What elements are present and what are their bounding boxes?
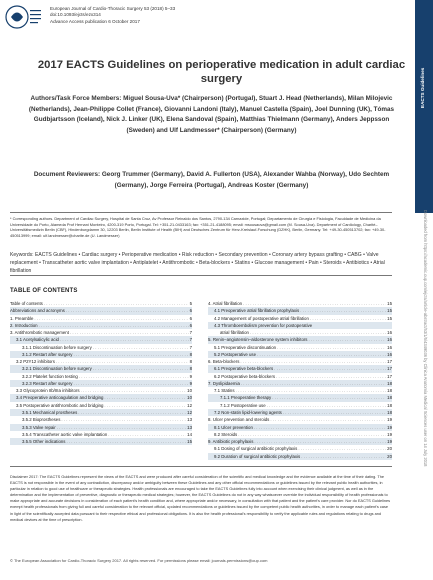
toc-entry[interactable] [10, 300, 192, 307]
toc-entry-page: 5 [189, 301, 192, 306]
toc-entry-label: 9. Antibiotic prophylaxis [208, 439, 254, 445]
divider [10, 212, 392, 213]
toc-entry[interactable] [208, 409, 392, 416]
toc-left-column [10, 300, 192, 445]
toc-entry-page: 12 [187, 402, 192, 408]
toc-entry-label: 5.2 Postoperative use [214, 351, 257, 357]
toc-entry-page: 8 [189, 366, 192, 372]
toc-entry-label: 5.1 Preoperative discontinuation [214, 344, 277, 350]
toc-entry[interactable] [208, 329, 392, 336]
correspondence-note: * Corresponding authors. Department of Cardiac Surgery, Hospital de Santa Cruz, Av Professor Reinaldo dos Santos, 2790-134 Carnaxide, Portugal; Departamento de Cirurgia e Fisiologia, Faculdade de Medicina da Universidade do Porto, Alameda Prof Hernani Monteiro, 4200-319 Porto, Portugal. Tel: +351-21-0433163; fax: +351-21-4188095; email: msousauva@gmail.com (M. Sousa-Uva). Department of Cardiology, Charité–Universitätsmedizin Berlin (CBF), Hindenburgdamm 30, 12203 Berlin, Berlin Institute of Health (BIH) and Deutsches Zentrum für Herz-Kreislauf-Forschung (DZHK), Berlin, Germany. Tel: +49-30-450513702; fax: +49-30-450513999; email: ulf.landmesser@charite.de (U. Landmesser) [10, 216, 386, 239]
section-tab-label: EACTS Guidelines [420, 67, 425, 108]
toc-entry[interactable] [10, 424, 192, 431]
section-tab [415, 0, 433, 213]
disclaimer: Disclaimer 2017: The EACTS Guidelines represent the views of the EACTS and were produced after careful consideration of the scientific and medical knowledge and the evidence available at the time of their dating. The EACTS is not responsible in the event of any contradiction, discrepancy and/or ambiguity between these Guidelines and any other official recommendations or guidelines issued by the relevant public health authorities, in particular in relation to good use of healthcare or therapeutic strategies. Health professionals are encouraged to take the EACTS Guidelines fully into account when exercising their clinical judgment, as well as in the determination and the implementation of preventive, diagnostic or therapeutic medical strategies; however, the EACTS Guidelines do not in any way whatsoever override the individual responsibility of health professionals to make appropriate and accurate decisions in consideration of each patient's health condition and, where appropriate and/or necessary, in consultation with that patient and the patient's care provider. Nor do EACTS Guidelines exempt health professionals from giving full and careful consideration to the relevant official, updated recommendations or guidelines issued by the competent public health authorities, in order to manage each patient's case in light of the scientifically accepted data pursuant to their respective ethical and professional obligations. It is also the health professional's responsibility to verify the applicable rules and regulations relating to drugs and medical devices at the time of prescription. [10, 475, 391, 522]
toc-dot-leader [274, 365, 386, 372]
toc-entry[interactable] [208, 438, 392, 445]
toc-entry[interactable] [208, 336, 392, 343]
toc-dot-leader [66, 307, 189, 314]
toc-entry-label: 3.5.3 Valve repair [22, 424, 56, 430]
toc-entry-page: 16 [387, 344, 392, 350]
toc-dot-leader [73, 351, 188, 358]
page-title: 2017 EACTS Guidelines on perioperative medication in adult cardiac surgery [37, 59, 406, 85]
toc-dot-leader [66, 438, 186, 445]
download-note-text[interactable]: Downloaded from https://academic.oup.com/ejcts/article-abstract/53/1/5/4349036 by Clinica Anatomía Medical Sciences user on 14 July 2018 [423, 210, 428, 467]
toc-entry-page: 18 [387, 395, 392, 401]
toc-dot-leader [241, 380, 386, 387]
toc-entry[interactable] [208, 344, 392, 351]
toc-entry[interactable] [208, 445, 392, 452]
journal-advance-access: Advance Access publication 6 October 2017 [50, 18, 140, 24]
toc-entry-label: 7.1.2 Postoperative use [220, 402, 266, 408]
toc-dot-leader [93, 365, 189, 372]
toc-entry-label: 6.1 Preoperative beta-blockers [214, 366, 274, 372]
toc-entry-label: 4.2 Management of postoperative atrial fibrillation [214, 315, 309, 321]
toc-entry[interactable] [10, 329, 192, 336]
toc-dot-leader [44, 300, 189, 307]
toc-entry[interactable] [208, 300, 392, 307]
toc-entry-label: 4.1 Preoperative atrial fibrillation prophylaxis [214, 308, 300, 314]
toc-entry-label: 8.2 Steroids [214, 431, 238, 437]
toc-entry[interactable] [10, 351, 192, 358]
toc-entry-label: 3.5 Postoperative antithrombotic and bridging [16, 402, 104, 408]
toc-entry[interactable] [10, 373, 192, 380]
toc-entry[interactable] [10, 409, 192, 416]
toc-entry[interactable] [208, 453, 392, 460]
toc-entry-label: 6.2 Postoperative beta-blockers [214, 373, 276, 379]
toc-entry[interactable] [10, 402, 192, 409]
toc-entry[interactable] [10, 336, 192, 343]
toc-entry[interactable] [10, 365, 192, 372]
toc-entry-label: 4.3 Thromboembolism prevention for postoperative [214, 322, 313, 328]
toc-entry-page: 15 [387, 301, 392, 306]
divider [10, 275, 392, 276]
toc-entry-label: 3.2 P2Y12 inhibitors [16, 359, 55, 365]
toc-entry[interactable] [10, 322, 192, 329]
toc-dot-leader [79, 373, 189, 380]
toc-dot-leader [236, 387, 387, 394]
toc-entry[interactable] [208, 387, 392, 394]
toc-dot-leader [60, 336, 189, 343]
toc-dot-leader [276, 373, 386, 380]
toc-dot-leader [104, 402, 186, 409]
toc-entry-page: 13 [187, 424, 192, 430]
toc-dot-leader [243, 300, 386, 307]
journal-info [50, 6, 175, 25]
toc-dot-leader [104, 394, 186, 401]
toc-dot-leader [39, 322, 189, 329]
toc-entry-page: 15 [187, 439, 192, 445]
toc-entry-label: 3.1.1 Discontinuation before surgery [22, 344, 92, 350]
toc-entry-page: 17 [387, 373, 392, 379]
toc-entry[interactable] [208, 402, 392, 409]
toc-entry[interactable] [208, 424, 392, 431]
toc-entry-label: 1. Preamble [10, 315, 34, 321]
toc-entry-label: 3.5.2 Bioprostheses [22, 417, 61, 423]
toc-entry-page: 19 [387, 417, 392, 423]
toc-entry[interactable] [208, 315, 392, 322]
toc-dot-leader [257, 351, 386, 358]
toc-entry[interactable] [10, 387, 192, 394]
toc-entry-page: 16 [387, 337, 392, 343]
toc-entry-page: 6 [189, 322, 192, 328]
toc-entry-page: 7 [189, 330, 192, 336]
toc-entry[interactable] [208, 373, 392, 380]
toc-entry-page: 20 [387, 446, 392, 452]
keywords: Keywords: EACTS Guidelines • Cardiac surgery • Perioperative medication • Risk reduction • Secondary prevention • Coronary artery bypass grafting • CABG • Valve replacement • Transcatheter aortic valve implantation • Antiplatelet • Antithrombotic • Beta-blockers • Statins • Glucose management • Pain • Steroids • Antibiotics • Atrial fibrillation [10, 252, 385, 275]
toc-dot-leader [272, 394, 386, 401]
toc-entry-page: 16 [387, 330, 392, 336]
divider [10, 466, 392, 467]
toc-entry-label: 3. Antithrombotic management [10, 330, 69, 336]
toc-entry-page: 17 [387, 359, 392, 365]
toc-entry[interactable] [208, 365, 392, 372]
toc-entry-page: 19 [387, 439, 392, 445]
toc-entry-label: 3.5.4 Transcatheter aortic valve implantation [22, 431, 108, 437]
toc-dot-leader [308, 336, 386, 343]
document-reviewers: Document Reviewers: Georg Trummer (Germany), David A. Fullerton (USA), Alexander Wahba (Norway), Udo Sechtem (Germany), Jorge Ferreira (Portugal), Andreas Koster (Germany) [33, 171, 390, 189]
toc-entry-page: 20 [387, 453, 392, 459]
toc-entry[interactable] [10, 431, 192, 438]
toc-entry-page: 8 [189, 351, 192, 357]
toc-entry-label: 3.3 Glycoprotein IIb/IIIa inhibitors [16, 388, 80, 394]
toc-entry-label: 3.1 Acetylsalicylic acid [16, 337, 59, 343]
toc-dot-leader [254, 438, 386, 445]
toc-dot-leader [57, 424, 186, 431]
toc-entry-label: 5. Renin–angiotensin–aldosterone system inhibitors [208, 337, 308, 343]
toc-dot-leader [277, 344, 386, 351]
toc-entry-page: 7 [189, 337, 192, 343]
copyright: © The European Association for Cardio-Thoracic Surgery 2017. All rights reserved. For permissions please email: journals.permissions@oup.com [10, 558, 268, 563]
toc-entry-page: 18 [387, 409, 392, 415]
toc-entry-label: 9.1 Dosing of surgical antibiotic prophylaxis [214, 446, 298, 452]
toc-heading: TABLE OF CONTENTS [10, 288, 78, 294]
toc-entry-label: 9.2 Duration of surgical antibiotic prophylaxis [214, 453, 301, 459]
toc-entry-label: atrial fibrillation [220, 330, 249, 336]
toc-dot-leader [108, 431, 186, 438]
toc-entry-label: 7.1 Statins [214, 388, 235, 394]
toc-entry-label: 8.1 Ulcer prevention [214, 424, 253, 430]
toc-entry[interactable] [208, 351, 392, 358]
toc-entry-page: 6 [189, 308, 192, 314]
toc-entry-page: 6 [189, 315, 192, 321]
toc-dot-leader [298, 445, 386, 452]
toc-entry[interactable] [10, 416, 192, 423]
toc-entry-page: 16 [387, 351, 392, 357]
toc-entry-label: 3.5.1 Mechanical prostheses [22, 409, 78, 415]
toc-entry-page: 19 [387, 424, 392, 430]
toc-entry-label: 7.1.1 Preoperative therapy [220, 395, 272, 401]
toc-entry[interactable] [208, 431, 392, 438]
toc-dot-leader [270, 416, 386, 423]
toc-entry-label: 7. Dyslipidaemia [208, 380, 240, 386]
toc-dot-leader [283, 409, 386, 416]
toc-dot-leader [267, 402, 387, 409]
toc-entry[interactable] [10, 438, 192, 445]
toc-dot-leader [81, 387, 187, 394]
toc-entry-label: 3.2.2 Platelet function testing [22, 373, 78, 379]
authors-list: Authors/Task Force Members: Miguel Sousa-Uva* (Chairperson) (Portugal), Stuart J. Head (Netherlands), Milan Milojevic (Netherlands), Jean-Philippe Collet (France), Giovanni Landoni (Italy), Manuel Castella (Spain), Joel Dunning (UK), Tómas Gudbjartsson (Iceland), Nick J. Linker (UK), Elena Sandoval (Spain), Matthias Thielmann (Germany), Anders Jeppsson (Sweden) and Ulf Landmesser* (Chairperson) (Germany) [28, 95, 395, 134]
toc-right-column [208, 300, 392, 460]
toc-dot-leader [250, 329, 386, 336]
toc-entry-label: 3.2.1 Discontinuation before surgery [22, 366, 92, 372]
toc-entry-page: 8 [189, 359, 192, 365]
toc-entry[interactable] [208, 307, 392, 314]
toc-entry-label: 3.1.2 Restart after surgery [22, 351, 73, 357]
toc-entry-page: 18 [387, 388, 392, 394]
toc-dot-leader [301, 453, 386, 460]
toc-entry-label: Table of contents [10, 301, 43, 306]
toc-entry[interactable] [10, 394, 192, 401]
toc-entry-page: 18 [387, 402, 392, 408]
toc-entry-label: 3.2.3 Restart after surgery [22, 380, 73, 386]
toc-entry-page: 10 [187, 388, 192, 394]
toc-entry-page: 14 [187, 431, 192, 437]
toc-entry[interactable] [10, 307, 192, 314]
download-note [421, 210, 431, 570]
toc-entry-label: 8. Ulcer prevention and steroids [208, 417, 270, 423]
toc-entry-page: 19 [387, 431, 392, 437]
toc-entry-label: 6. Beta-blockers [208, 359, 240, 365]
toc-entry-page: 18 [387, 380, 392, 386]
toc-dot-leader [34, 315, 188, 322]
toc-entry-label: 2. Introduction [10, 322, 38, 328]
toc-dot-leader [238, 431, 386, 438]
toc-entry-page: 17 [387, 366, 392, 372]
toc-entry-page: 12 [187, 409, 192, 415]
toc-entry-page: 13 [187, 417, 192, 423]
toc-entry-label: 3.4 Preoperative anticoagulation and bridging [16, 395, 104, 401]
toc-entry-label: 3.5.5 Other indications [22, 439, 66, 445]
toc-entry-label: Abbreviations and acronyms [10, 308, 65, 314]
toc-entry-page: 10 [187, 395, 192, 401]
toc-dot-leader [78, 409, 186, 416]
toc-entry[interactable] [208, 416, 392, 423]
toc-entry-page: 15 [387, 315, 392, 321]
toc-entry-page: 15 [387, 308, 392, 314]
toc-entry[interactable] [208, 358, 392, 365]
journal-name: European Journal of Cardio-Thoracic Surgery 53 (2018) 5–33 [50, 6, 176, 11]
toc-entry[interactable] [10, 380, 192, 387]
toc-entry-label: 7.2 Non-statin lipid-lowering agents [214, 409, 282, 415]
toc-dot-leader [300, 307, 386, 314]
toc-dot-leader [56, 358, 189, 365]
toc-entry-page: 9 [189, 380, 192, 386]
toc-entry[interactable] [10, 315, 192, 322]
toc-dot-leader [240, 358, 386, 365]
toc-dot-leader [254, 424, 386, 431]
toc-entry[interactable] [10, 358, 192, 365]
toc-entry[interactable] [10, 344, 192, 351]
toc-entry[interactable] [208, 380, 392, 387]
toc-entry[interactable] [208, 322, 392, 329]
journal-doi[interactable]: doi:10.1093/ejcts/ezx314 [50, 12, 101, 18]
toc-entry-page: 7 [189, 344, 192, 350]
toc-dot-leader [61, 416, 186, 423]
toc-dot-leader [73, 380, 188, 387]
toc-dot-leader [70, 329, 189, 336]
toc-dot-leader [93, 344, 189, 351]
eacts-logo [5, 4, 43, 30]
toc-entry-label: 4. Atrial fibrillation [208, 301, 243, 306]
toc-dot-leader [310, 315, 386, 322]
toc-entry[interactable] [208, 394, 392, 401]
toc-entry-page: 9 [189, 373, 192, 379]
